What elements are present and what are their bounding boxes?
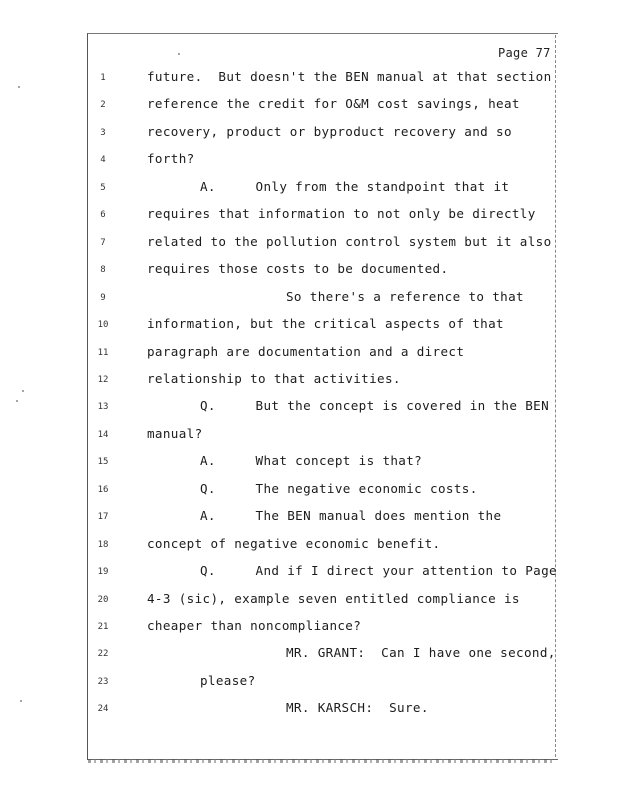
line-text: please? — [200, 672, 256, 688]
line-number: 23 — [97, 676, 109, 687]
line-text: A. What concept is that? — [200, 453, 423, 469]
line-number: 22 — [97, 649, 109, 660]
transcript-line — [0, 179, 618, 199]
line-number: 20 — [97, 594, 109, 605]
transcript-line — [0, 151, 618, 171]
scan-speck — [178, 53, 180, 55]
line-number: 2 — [100, 100, 106, 111]
transcript-line — [0, 453, 618, 473]
line-text: Q. But the concept is covered in the BEN — [200, 398, 550, 414]
line-text: MR. KARSCH: Sure. — [286, 700, 429, 716]
scan-speck — [22, 390, 24, 392]
line-number: 15 — [97, 457, 109, 468]
transcript-line — [0, 316, 618, 336]
transcript-line — [0, 289, 618, 309]
transcript-line — [0, 481, 618, 501]
line-text: recovery, product or byproduct recovery and so — [147, 123, 512, 139]
line-text: A. Only from the standpoint that it — [200, 178, 510, 194]
line-number: 5 — [100, 182, 106, 193]
line-text: requires that information to not only be directly — [147, 206, 536, 222]
line-number: 7 — [100, 237, 106, 248]
transcript-line — [0, 563, 618, 583]
transcript-line — [0, 124, 618, 144]
transcript-line — [0, 398, 618, 418]
line-text: A. The BEN manual does mention the — [200, 508, 502, 524]
line-number: 24 — [97, 704, 109, 715]
scan-speck — [18, 86, 20, 88]
line-number: 10 — [97, 320, 109, 331]
line-number: 13 — [97, 402, 109, 413]
line-number: 14 — [97, 429, 109, 440]
line-text: information, but the critical aspects of that — [147, 316, 504, 332]
transcript-line — [0, 673, 618, 693]
transcript-line — [0, 645, 618, 665]
line-text: related to the pollution control system but it also — [147, 233, 552, 249]
line-number: 19 — [97, 567, 109, 578]
line-number: 4 — [100, 155, 106, 166]
line-number: 6 — [100, 210, 106, 221]
line-text: manual? — [147, 425, 203, 441]
line-text: Q. The negative economic costs. — [200, 480, 478, 496]
transcript-line — [0, 261, 618, 281]
line-text: MR. GRANT: Can I have one second, — [286, 645, 556, 661]
line-text: reference the credit for O&M cost savings, heat — [147, 96, 520, 112]
transcript-line — [0, 96, 618, 116]
line-number: 16 — [97, 484, 109, 495]
footer-certification-strip — [88, 759, 556, 763]
transcript-line — [0, 536, 618, 556]
line-number: 9 — [100, 292, 106, 303]
transcript-line — [0, 591, 618, 611]
line-text: forth? — [147, 151, 195, 167]
line-text: requires those costs to be documented. — [147, 261, 449, 277]
line-number: 21 — [97, 622, 109, 632]
transcript-line — [0, 206, 618, 226]
line-text: future. But doesn't the BEN manual at that section — [147, 69, 552, 84]
transcript-line — [0, 618, 618, 638]
transcript-line — [0, 69, 618, 89]
page-number: Page 77 — [498, 46, 551, 60]
line-text: relationship to that activities. — [147, 370, 401, 386]
transcript-line — [0, 508, 618, 528]
transcript-line — [0, 700, 618, 720]
scan-speck — [16, 400, 18, 402]
transcript-line — [0, 344, 618, 364]
line-number: 3 — [100, 127, 106, 138]
transcript-line — [0, 234, 618, 254]
line-text: So there's a reference to that — [286, 288, 524, 304]
line-number: 17 — [97, 512, 109, 523]
line-number: 8 — [100, 265, 106, 276]
line-number: 12 — [97, 374, 109, 385]
line-number: 1 — [100, 73, 106, 83]
scan-speck — [20, 700, 22, 702]
line-text: cheaper than noncompliance? — [147, 618, 362, 633]
line-text: 4-3 (sic), example seven entitled compliance is — [147, 590, 520, 606]
transcript-line — [0, 371, 618, 391]
line-number: 18 — [97, 539, 109, 550]
line-text: Q. And if I direct your attention to Page — [200, 563, 557, 579]
line-text: paragraph are documentation and a direct — [147, 343, 465, 359]
transcript-line — [0, 426, 618, 446]
line-number: 11 — [97, 347, 109, 358]
line-text: concept of negative economic benefit. — [147, 535, 441, 551]
